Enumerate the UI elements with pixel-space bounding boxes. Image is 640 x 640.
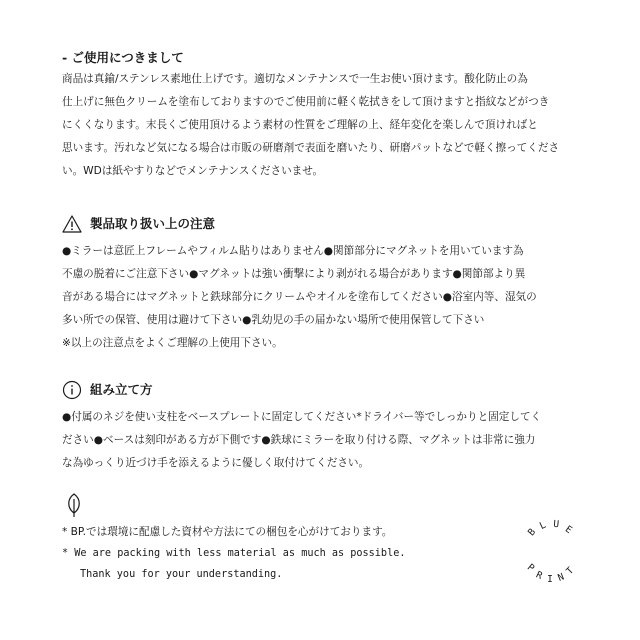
usage-body: [62, 68, 602, 183]
usage-title: - ご使用につきまして: [62, 50, 184, 65]
usage-line: い。WDは紙やすりなどでメンテナンスくださいませ。: [62, 165, 324, 177]
logo-letter: I: [547, 574, 553, 585]
caution-line: ※以上の注意点をよくご理解の上使用下さい。: [62, 337, 283, 349]
logo-letter: B: [526, 526, 539, 539]
usage-section: [62, 50, 602, 183]
leaf-icon: [64, 492, 84, 518]
caution-line: 多い所での保管、使用は避けて下さい●乳幼児の手の届かない場所で使用保管して下さい: [62, 314, 485, 326]
usage-line: 仕上げに無色クリームを塗布しておりますのでご使用前に軽く乾拭きをして頂けますと指紋などがつき: [62, 96, 550, 108]
caution-line: 不慮の脱着にご注意下さい●マグネットは強い衝撃により剥がれる場合があります●関節部より異: [62, 268, 526, 280]
warning-icon: [62, 214, 82, 234]
assembly-title: 組み立て方: [90, 382, 153, 397]
caution-line: ●ミラーは意匠上フレームやフィルム貼りはありません●関節部分にマグネットを用いています為: [62, 245, 524, 257]
assembly-line: ださい●ベースは刻印がある方が下側です●鉄球にミラーを取り付ける際、マグネットは非常に強力: [62, 434, 536, 446]
logo-letter: U: [552, 518, 560, 531]
assembly-line: な為ゆっくり近づけ手を添えるように優しく取付けてください。: [62, 457, 370, 469]
caution-title: 製品取り扱い上の注意: [90, 216, 216, 231]
packaging-thanks: Thank you for your understanding.: [80, 569, 283, 580]
logo-letter: E: [562, 523, 574, 537]
packaging-note: [62, 492, 482, 585]
assembly-section: [62, 380, 602, 475]
usage-line: 商品は真鍮/ステンレス素地仕上げです。適切なメンテナンスで一生お使い頂けます。酸化防止の為: [62, 73, 528, 85]
usage-line: 思います。汚れなど気になる場合は市販の研磨剤で表面を磨いたり、研磨パットなどで軽く擦ってくださ: [62, 142, 560, 154]
logo-letter: L: [538, 519, 548, 532]
assembly-line: ●付属のネジを使い支柱をベースプレートに固定してください*ドライバー等でしっかりと固定してく: [62, 411, 542, 423]
logo-letter: N: [556, 571, 566, 584]
info-icon: [62, 380, 82, 400]
assembly-body: [62, 406, 602, 475]
packaging-note-en: * We are packing with less material as much as possible.: [62, 548, 406, 559]
caution-body: [62, 240, 602, 355]
blue-print-logo: [514, 514, 590, 590]
usage-line: にくくなります。末長くご使用頂けるよう素材の性質をご理解の上、経年変化を楽しんで頂ければと: [62, 119, 538, 131]
caution-section: [62, 214, 602, 355]
caution-line: 音がある場合にはマグネットと鉄球部分にクリームやオイルを塗布してください●浴室内等、湿気の: [62, 291, 537, 303]
logo-letter: R: [534, 569, 544, 582]
packaging-note-ja: * BP.では環境に配慮した資材や方法にての梱包を心がけております。: [62, 526, 393, 538]
logo-letter: P: [524, 562, 537, 575]
logo-letter: T: [564, 565, 577, 578]
